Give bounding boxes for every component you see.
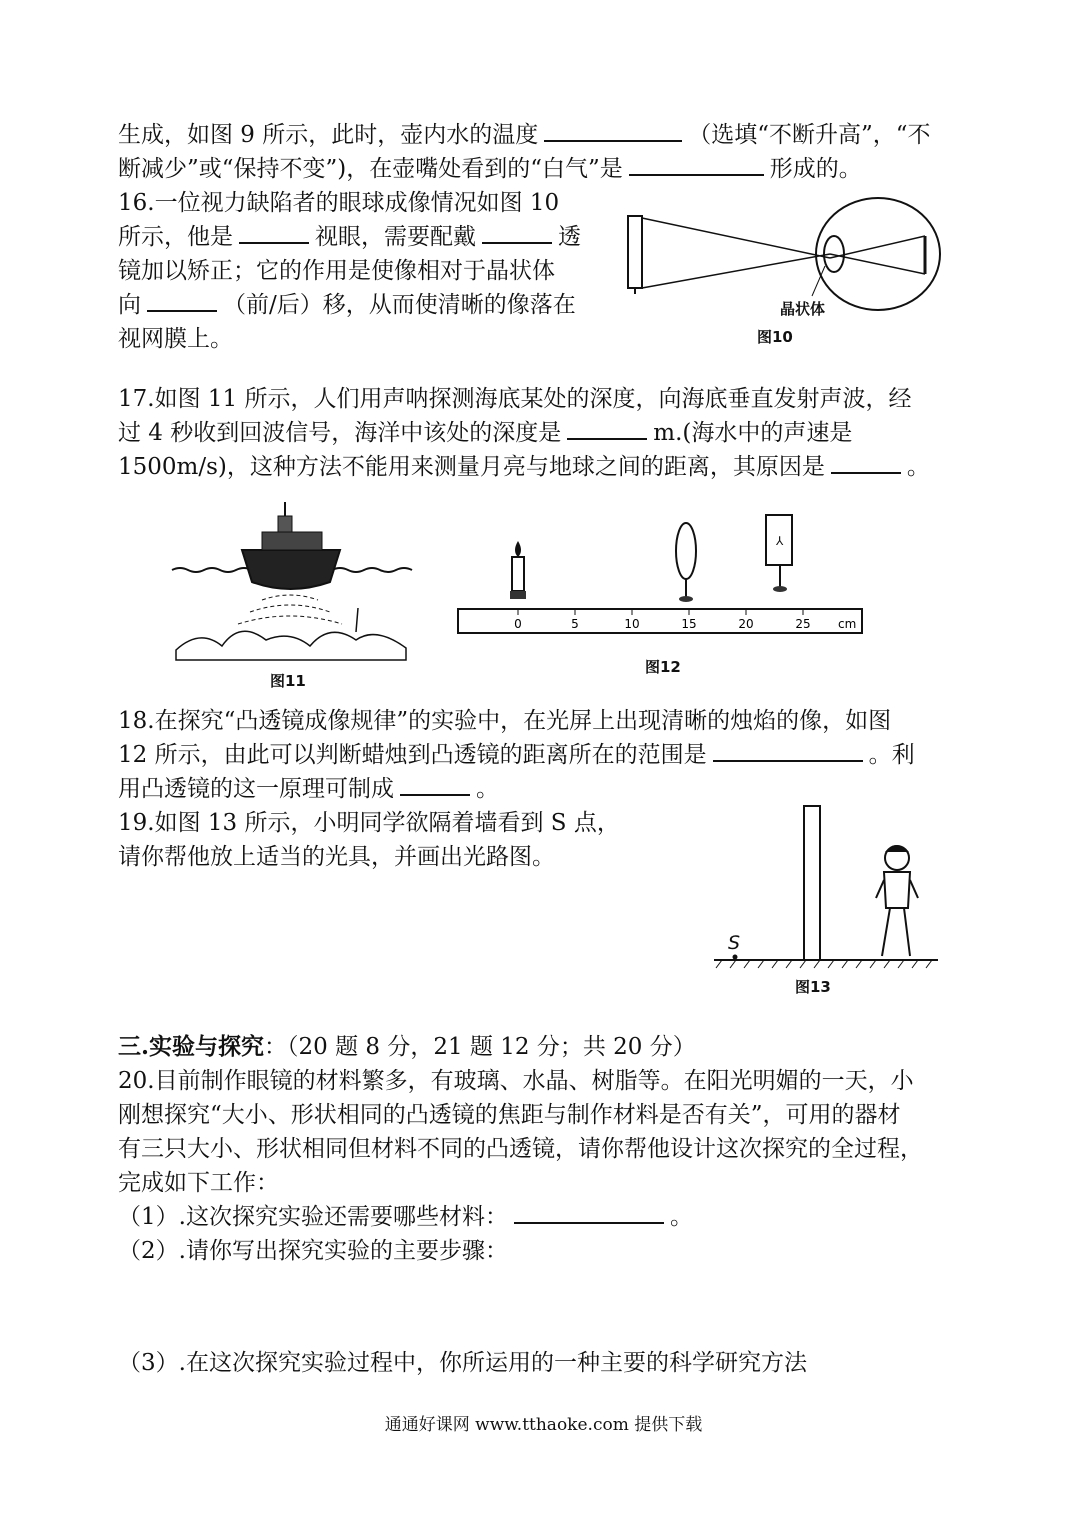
q18-line2 [118,738,915,772]
figure-10-caption: 图10 [757,328,793,346]
q18-line1: 18.在探究“凸透镜成像规律”的实验中，在光屏上出现清晰的烛焰的像，如图 [118,708,892,734]
figure-11-caption: 图11 [270,672,306,690]
ruler-tick-label: 25 [795,617,811,631]
q16-line5: 视网膜上。 [118,326,233,352]
q16-text2a: 所示，他是 [118,224,233,250]
q15-line1 [118,118,931,152]
q20-sub1-text: （1）.这次探究实验还需要哪些材料： [118,1204,508,1230]
q16-line1: 16.一位视力缺陷者的眼球成像情况如图 10 [118,190,560,216]
q18-text3b: 。 [476,776,499,802]
q17-text3b: 。 [906,454,930,480]
q20-line2: 刚想探究“大小、形状相同的凸透镜的焦距与制作材料是否有关”，可用的器材 [118,1102,901,1128]
ruler-tick-label: 10 [624,617,640,631]
q18-blank-range[interactable] [713,738,863,762]
q15-blank-temperature[interactable] [544,118,682,142]
q17-line1: 17.如图 11 所示，人们用声呐探测海底某处的深度，向海底垂直发射声波，经 [118,386,912,412]
q16-line3: 镜加以矫正；它的作用是使像相对于晶状体 [118,258,555,284]
page-footer: 通通好课网 www.tthaoke.com 提供下载 [384,1415,703,1435]
q17-blank-depth[interactable] [567,416,647,440]
lens-label: 晶状体 [780,300,826,318]
q18-text2b: 。利 [868,742,915,768]
ruler-tick-label: 20 [738,617,754,631]
q19-line2: 请你帮他放上适当的光具，并画出光路图。 [118,844,555,870]
figure-13-caption: 图13 [795,978,831,996]
figure-12-caption: 图12 [645,658,681,676]
q15-text2: 断减少”或“保持不变”)，在壶嘴处看到的“白气”是 [118,156,623,182]
section3-title-tail: ：（20 题 8 分，21 题 12 分；共 20 分） [264,1034,696,1060]
q15-text2-tail: 形成的。 [769,156,862,182]
ruler-tick-label: 15 [681,617,697,631]
q16-blank-lens-type[interactable] [482,220,552,244]
q18-text3a: 用凸透镜的这一原理可制成 [118,776,394,802]
q17-blank-reason[interactable] [831,450,901,474]
q16-blank-direction[interactable] [147,288,217,312]
q16-line2 [118,220,581,254]
section3-heading [118,1030,696,1064]
q18-text2a: 12 所示，由此可以判断蜡烛到凸透镜的距离所在的范围是 [118,742,707,768]
figure-11-ship-sonar [170,500,420,670]
q17-line3 [118,450,930,484]
figure-13-wall-scene [712,800,942,970]
q16-text2b: 视眼，需要配戴 [315,224,476,250]
svg-text:⅄: ⅄ [776,534,784,548]
q18-line3 [118,772,499,806]
q20-sub1-tail: 。 [669,1204,693,1230]
q17-text2a: 过 4 秒收到回波信号，海洋中该处的深度是 [118,420,562,446]
q20-sub2: （2）.请你写出探究实验的主要步骤： [118,1238,508,1264]
q20-sub1 [118,1200,693,1234]
q17-text2b: m.(海水中的声速是 [653,420,853,446]
q18-blank-device[interactable] [400,772,470,796]
q17-text3a: 1500m/s)，这种方法不能用来测量月亮与地球之间的距离，其原因是 [118,454,825,480]
ruler-tick-label: 5 [571,617,579,631]
point-s-label: S [728,932,741,954]
q15-text1-tail: （选填“不断升高”，“不 [688,122,931,148]
q15-blank-white-gas[interactable] [629,152,764,176]
q20-line3: 有三只大小、形状相同但材料不同的凸透镜，请你帮他设计这次探究的全过程， [118,1136,923,1162]
q20-blank-materials[interactable] [514,1200,664,1224]
q16-blank-eye-type[interactable] [239,220,309,244]
figure-12-optical-bench [450,505,870,635]
q16-line4 [118,288,576,322]
q20-sub3: （3）.在这次探究实验过程中，你所运用的一种主要的科学研究方法 [118,1350,807,1376]
q17-line2 [118,416,852,450]
q20-line4: 完成如下工作： [118,1170,279,1196]
section3-title: 三.实验与探究 [118,1033,265,1060]
q19-line1: 19.如图 13 所示，小明同学欲隔着墙看到 S 点， [118,810,620,836]
q15-text1: 生成，如图 9 所示，此时，壶内水的温度 [118,122,539,148]
q16-text4a: 向 [118,292,141,318]
q20-line1: 20.目前制作眼镜的材料繁多，有玻璃、水晶、树脂等。在阳光明媚的一天，小 [118,1068,914,1094]
q15-line2 [118,152,862,186]
q16-text4b: （前/后）移，从而使清晰的像落在 [223,292,576,318]
ruler-unit-label: cm [838,617,857,631]
q16-text2c: 透 [558,224,581,250]
ruler-tick-label: 0 [514,617,522,631]
